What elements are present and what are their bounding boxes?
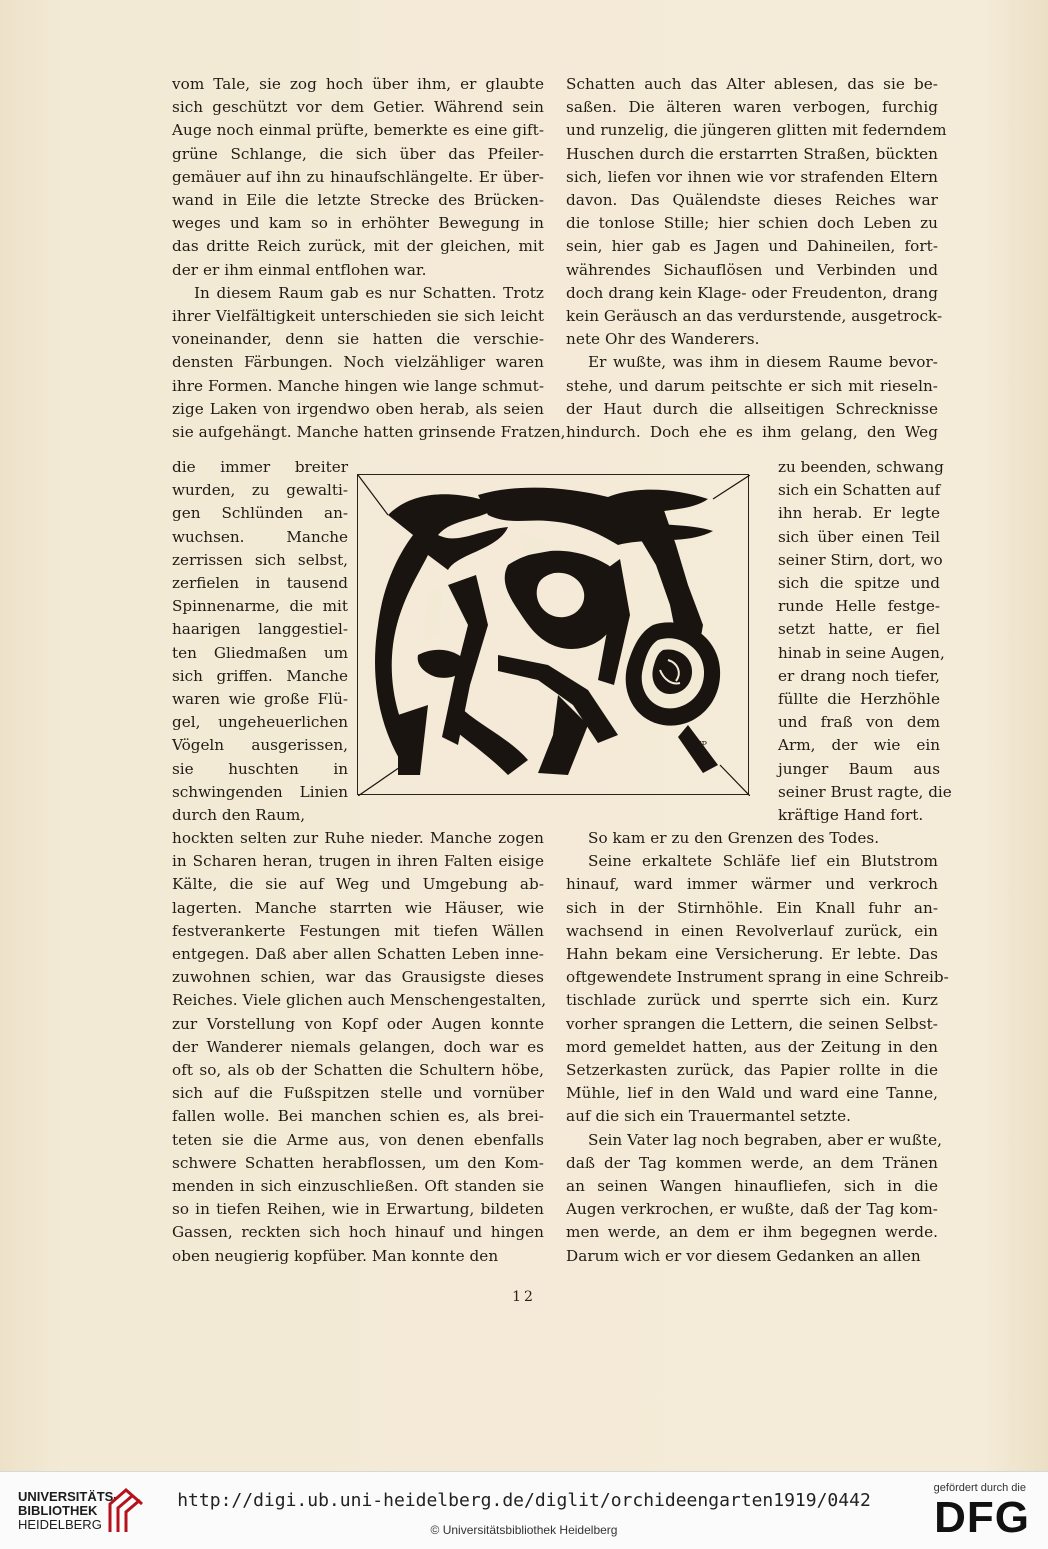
text-line: fallen wolle. Bei manchen schien es, als brei- bbox=[172, 1107, 544, 1126]
text-line: vorher sprangen die Lettern, die seinen Selbst- bbox=[566, 1014, 938, 1033]
text-line: wachsend in einen Revolverlauf zurück, ein bbox=[566, 921, 938, 940]
text-line: Sein Vater lag noch begraben, aber er wußte, bbox=[588, 1130, 943, 1149]
text-line: Darum wich er vor diesem Gedanken an allen bbox=[566, 1246, 921, 1265]
text-line: gemäuer auf ihn zu hinaufschlängelte. Er über- bbox=[172, 167, 544, 186]
text-line: gen Schlünden an- bbox=[172, 504, 348, 523]
text-line: so in tiefen Reihen, wie in Erwartung, bildeten bbox=[172, 1200, 544, 1219]
text-line: waren wie große Flü- bbox=[172, 690, 348, 709]
text-line: saßen. Die älteren waren verbogen, furchig bbox=[566, 98, 938, 117]
text-line: hockten selten zur Ruhe nieder. Manche zogen bbox=[172, 829, 544, 847]
text-line: Auge noch einmal prüfte, bemerkte es eine gift- bbox=[172, 121, 544, 140]
text-line: sich griffen. Manche bbox=[172, 666, 348, 685]
text-line: wuchsen. Manche bbox=[172, 527, 348, 546]
text-line: und fraß von dem bbox=[778, 713, 940, 732]
text-line: er drang noch tiefer, bbox=[778, 666, 940, 685]
woodcut-illustration bbox=[357, 474, 749, 795]
text-line: ten Gliedmaßen um bbox=[172, 643, 348, 662]
text-line: das dritte Reich zurück, mit der gleichen, mit bbox=[172, 237, 544, 256]
text-line: Arm, der wie ein bbox=[778, 736, 940, 755]
text-line: durch den Raum, bbox=[172, 806, 306, 825]
document-url-link[interactable]: http://digi.ub.uni-heidelberg.de/diglit/orchideengarten1919/0442 bbox=[177, 1490, 871, 1511]
right-column-wrap bbox=[778, 456, 952, 827]
text-line: Gassen, reckten sich hoch hinauf und hingen bbox=[172, 1223, 544, 1242]
text-line: Setzerkasten zurück, das Papier rollte in die bbox=[566, 1061, 938, 1080]
text-line: densten Färbungen. Noch vielzähliger waren bbox=[172, 353, 544, 372]
text-line: an seinen Wangen hinaufliefen, sich in die bbox=[566, 1177, 938, 1196]
text-line: Seine erkaltete Schläfe lief ein Blutstrom bbox=[588, 852, 938, 871]
text-line: auf die sich ein Trauermantel setzte. bbox=[566, 1107, 852, 1126]
text-line: zerfielen in tausend bbox=[172, 574, 348, 593]
text-line: der er ihm einmal entflohen war. bbox=[172, 260, 427, 279]
text-line: seiner Stirn, dort, wo bbox=[778, 550, 943, 569]
text-line: füllte die Herzhöhle bbox=[778, 690, 940, 709]
text-line: sich geschützt vor dem Getier. Während sein bbox=[172, 98, 544, 117]
text-line: zur Vorstellung von Kopf oder Augen konnte bbox=[172, 1014, 544, 1033]
text-line: oft so, als ob der Schatten die Schultern höbe, bbox=[172, 1061, 544, 1080]
woodcut-image bbox=[358, 475, 750, 796]
text-line: sie huschten in bbox=[172, 759, 348, 778]
text-line: der Haut durch die allseitigen Schrecknisse bbox=[566, 399, 938, 418]
left-column-wrap bbox=[172, 456, 348, 827]
institution-line-1: UNIVERSITÄTS- bbox=[18, 1489, 118, 1504]
text-line: hinab in seine Augen, bbox=[778, 643, 945, 662]
text-line: zuwohnen schien, war das Grausigste dieses bbox=[172, 968, 544, 987]
page-number: 12 bbox=[512, 1289, 536, 1305]
viewer-footer bbox=[0, 1471, 1048, 1549]
text-line: Schatten auch das Alter ablesen, das sie be- bbox=[566, 75, 938, 93]
text-line: schwere Schatten herabflossen, um den Kom- bbox=[172, 1153, 544, 1172]
text-line: ihn herab. Er legte bbox=[778, 504, 940, 523]
text-line: zu beenden, schwang bbox=[778, 458, 944, 476]
text-line: in Scharen heran, trugen in ihren Falten eisige bbox=[172, 852, 544, 871]
text-line: voneinander, denn sie hatten die verschie- bbox=[172, 330, 544, 349]
left-column-top bbox=[172, 73, 566, 444]
text-line: Kälte, die sie auf Weg und Umgebung ab- bbox=[172, 875, 544, 894]
text-line: Mühle, lief in den Wald und ward eine Tanne, bbox=[566, 1084, 938, 1103]
text-line: kräftige Hand fort. bbox=[778, 806, 924, 825]
text-line: In diesem Raum gab es nur Schatten. Trotz bbox=[194, 283, 544, 302]
text-line: haarigen langgestiel- bbox=[172, 620, 348, 639]
text-line: sich die spitze und bbox=[778, 574, 940, 593]
text-line: doch drang kein Klage- oder Freudenton, drang bbox=[566, 283, 938, 302]
text-line: Augen verkrochen, er wußte, daß der Tag kom- bbox=[566, 1200, 938, 1219]
funding-note: gefördert durch die bbox=[933, 1482, 1026, 1494]
text-line: weges und kam so in erhöhter Bewegung in bbox=[172, 214, 544, 233]
text-line: der Wanderer niemals gelangen, doch war es bbox=[172, 1037, 544, 1056]
text-line: daß der Tag kommen werde, an dem Tränen bbox=[566, 1153, 938, 1172]
text-line: kein Geräusch an das verdurstende, ausgetrock- bbox=[566, 307, 943, 326]
text-line: zerrissen sich selbst, bbox=[172, 550, 348, 569]
text-line: Reiches. Viele glichen auch Menschengestalten, bbox=[172, 991, 547, 1010]
text-line: sich ein Schatten auf bbox=[778, 481, 941, 500]
text-line: oftgewendete Instrument sprang in eine Schreib- bbox=[566, 968, 949, 987]
text-line: wand in Eile die letzte Strecke des Brücken- bbox=[172, 191, 544, 210]
text-line: grüne Schlange, die sich über das Pfeiler- bbox=[172, 144, 544, 163]
text-line: menden in sich einzuschließen. Oft standen sie bbox=[172, 1177, 544, 1196]
text-line: sie aufgehängt. Manche hatten grinsende Fratzen, bbox=[172, 423, 566, 442]
text-line: sich auf die Fußspitzen stelle und vornüber bbox=[172, 1084, 544, 1103]
text-line: men werde, an dem er ihm begegnen werde. bbox=[566, 1223, 938, 1242]
text-line: runde Helle festge- bbox=[778, 597, 940, 616]
dfg-logo[interactable]: DFG bbox=[934, 1493, 1030, 1542]
text-line: teten sie die Arme aus, von denen ebenfalls bbox=[172, 1130, 544, 1149]
institution-line-3: HEIDELBERG bbox=[18, 1517, 102, 1532]
text-line: tischlade zurück und sperrte sich ein. Kurz bbox=[566, 991, 938, 1010]
text-line: So kam er zu den Grenzen des Todes. bbox=[588, 829, 880, 847]
text-line: gel, ungeheuerlichen bbox=[172, 713, 348, 732]
copyright-notice: © Universitätsbibliothek Heidelberg bbox=[430, 1523, 618, 1537]
text-line: hinauf, ward immer wärmer und verkroch bbox=[566, 875, 938, 894]
text-line: stehe, und darum peitschte er sich mit rieseln- bbox=[566, 376, 938, 395]
woodcut-monogram: FP bbox=[696, 740, 707, 749]
text-line: setzt hatte, er fiel bbox=[778, 620, 940, 639]
text-line: die immer breiter bbox=[172, 458, 348, 476]
text-line: Er wußte, was ihm in diesem Raume bevor- bbox=[588, 353, 938, 372]
text-line: vom Tale, sie zog hoch über ihm, er glaubte bbox=[172, 75, 544, 93]
text-line: nete Ohr des Wanderers. bbox=[566, 330, 760, 349]
text-line: Huschen durch die erstarrten Straßen, bückten bbox=[566, 144, 938, 163]
text-line: Vögeln ausgerissen, bbox=[172, 736, 348, 755]
text-line: Hahn bekam eine Versicherung. Er lebte. Das bbox=[566, 945, 938, 964]
text-line: Spinnenarme, die mit bbox=[172, 597, 348, 616]
text-line: ihre Formen. Manche hingen wie lange schmut- bbox=[172, 376, 544, 395]
institution-line-2: BIBLIOTHEK bbox=[18, 1503, 98, 1518]
text-line: davon. Das Quälendste dieses Reiches war bbox=[566, 191, 938, 210]
text-line: seiner Brust ragte, die bbox=[778, 782, 952, 801]
text-line: wurden, zu gewalti- bbox=[172, 481, 348, 500]
text-line: schwingenden Linien bbox=[172, 782, 348, 801]
text-line: lagerten. Manche starrten wie Häuser, wie bbox=[172, 898, 544, 917]
text-line: hindurch. Doch ehe es ihm gelang, den Weg bbox=[566, 423, 938, 442]
text-line: und runzelig, die jüngeren glitten mit federndem bbox=[566, 121, 947, 140]
text-line: die tonlose Stille; hier schien doch Leben zu bbox=[566, 214, 938, 233]
left-column-bottom bbox=[172, 827, 547, 1268]
text-line: entgegen. Daß aber allen Schatten Leben inne- bbox=[172, 945, 544, 964]
text-line: festverankerte Festungen mit tiefen Wällen bbox=[172, 921, 544, 940]
text-line: oben neugierig kopfüber. Man konnte den bbox=[172, 1246, 499, 1265]
text-line: mord gemeldet hatten, aus der Zeitung in den bbox=[566, 1037, 938, 1056]
text-line: sich, liefen vor ihnen wie vor strafenden Eltern bbox=[566, 167, 938, 186]
text-line: junger Baum aus bbox=[778, 759, 940, 778]
text-line: zige Laken von irgendwo oben herab, als seien bbox=[172, 399, 544, 418]
text-line: sein, hier gab es Jagen und Dahineilen, fort- bbox=[566, 237, 938, 256]
right-column-top bbox=[566, 73, 947, 444]
text-line: sich in der Stirnhöhle. Ein Knall fuhr an- bbox=[566, 898, 938, 917]
text-line: sich über einen Teil bbox=[778, 527, 940, 546]
right-column-bottom bbox=[566, 827, 949, 1268]
text-line: währendes Sichauflösen und Verbinden und bbox=[566, 260, 938, 279]
text-line: ihrer Vielfältigkeit unterschieden sie sich leicht bbox=[172, 307, 544, 326]
